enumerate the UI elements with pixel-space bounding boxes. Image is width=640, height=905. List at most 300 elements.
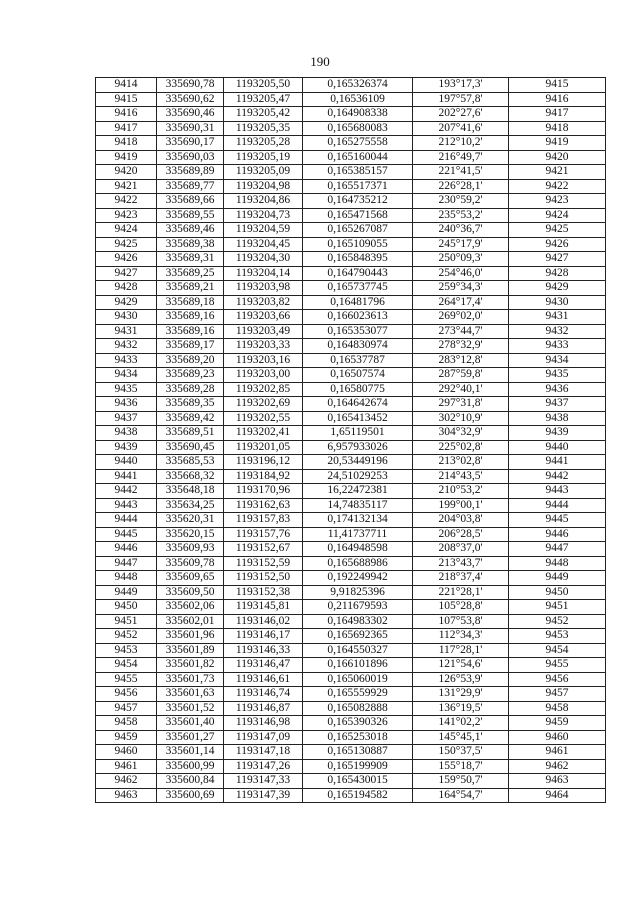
y-coordinate-cell: 1193152,50 [224, 571, 303, 586]
table-row [96, 730, 606, 745]
x-coordinate-cell: 335601,82 [157, 658, 224, 673]
bearing-cell: 245°17,9' [413, 237, 509, 252]
point-id-cell: 9427 [96, 266, 157, 281]
distance-cell: 0,174132134 [303, 513, 413, 528]
point-id-cell: 9448 [96, 571, 157, 586]
bearing-cell: 207°41,6' [413, 121, 509, 136]
table-row [96, 208, 606, 223]
next-point-cell: 9447 [509, 542, 606, 557]
distance-cell: 20,53449196 [303, 455, 413, 470]
table-row [96, 759, 606, 774]
table-row [96, 542, 606, 557]
point-id-cell: 9419 [96, 150, 157, 165]
x-coordinate-cell: 335689,35 [157, 397, 224, 412]
next-point-cell: 9440 [509, 440, 606, 455]
point-id-cell: 9422 [96, 194, 157, 209]
y-coordinate-cell: 1193152,38 [224, 585, 303, 600]
x-coordinate-cell: 335601,63 [157, 687, 224, 702]
bearing-cell: 254°46,0' [413, 266, 509, 281]
distance-cell: 0,164948598 [303, 542, 413, 557]
table-row [96, 774, 606, 789]
point-id-cell: 9463 [96, 788, 157, 803]
next-point-cell: 9418 [509, 121, 606, 136]
table-row [96, 687, 606, 702]
y-coordinate-cell: 1193162,63 [224, 498, 303, 513]
next-point-cell: 9459 [509, 716, 606, 731]
distance-cell: 0,165326374 [303, 78, 413, 93]
distance-cell: 0,165692365 [303, 629, 413, 644]
point-id-cell: 9453 [96, 643, 157, 658]
point-id-cell: 9443 [96, 498, 157, 513]
bearing-cell: 235°53,2' [413, 208, 509, 223]
y-coordinate-cell: 1193146,61 [224, 672, 303, 687]
next-point-cell: 9439 [509, 426, 606, 441]
distance-cell: 0,165267087 [303, 223, 413, 238]
y-coordinate-cell: 1193203,16 [224, 353, 303, 368]
table-row [96, 745, 606, 760]
x-coordinate-cell: 335689,18 [157, 295, 224, 310]
distance-cell: 0,165353077 [303, 324, 413, 339]
bearing-cell: 214°43,5' [413, 469, 509, 484]
x-coordinate-cell: 335689,16 [157, 310, 224, 325]
table-row [96, 440, 606, 455]
table-row [96, 179, 606, 194]
x-coordinate-cell: 335609,78 [157, 556, 224, 571]
distance-cell: 0,165060019 [303, 672, 413, 687]
table-row [96, 484, 606, 499]
distance-cell: 16,22472381 [303, 484, 413, 499]
table-row [96, 136, 606, 151]
bearing-cell: 126°53,9' [413, 672, 509, 687]
point-id-cell: 9418 [96, 136, 157, 151]
x-coordinate-cell: 335689,28 [157, 382, 224, 397]
next-point-cell: 9456 [509, 672, 606, 687]
table-row [96, 382, 606, 397]
y-coordinate-cell: 1193203,82 [224, 295, 303, 310]
x-coordinate-cell: 335689,66 [157, 194, 224, 209]
x-coordinate-cell: 335689,25 [157, 266, 224, 281]
next-point-cell: 9441 [509, 455, 606, 470]
bearing-cell: 259°34,3' [413, 281, 509, 296]
next-point-cell: 9416 [509, 92, 606, 107]
next-point-cell: 9451 [509, 600, 606, 615]
distance-cell: 0,165737745 [303, 281, 413, 296]
x-coordinate-cell: 335690,62 [157, 92, 224, 107]
y-coordinate-cell: 1193146,74 [224, 687, 303, 702]
bearing-cell: 208°37,0' [413, 542, 509, 557]
point-id-cell: 9457 [96, 701, 157, 716]
table-body [96, 78, 606, 803]
bearing-cell: 283°12,8' [413, 353, 509, 368]
bearing-cell: 107°53,8' [413, 614, 509, 629]
x-coordinate-cell: 335689,55 [157, 208, 224, 223]
distance-cell: 0,164830974 [303, 339, 413, 354]
x-coordinate-cell: 335668,32 [157, 469, 224, 484]
next-point-cell: 9425 [509, 223, 606, 238]
point-id-cell: 9445 [96, 527, 157, 542]
distance-cell: 0,165194582 [303, 788, 413, 803]
bearing-cell: 221°41,5' [413, 165, 509, 180]
point-id-cell: 9439 [96, 440, 157, 455]
table-row [96, 585, 606, 600]
y-coordinate-cell: 1193152,59 [224, 556, 303, 571]
distance-cell: 0,16481796 [303, 295, 413, 310]
distance-cell: 0,166101896 [303, 658, 413, 673]
y-coordinate-cell: 1193205,47 [224, 92, 303, 107]
y-coordinate-cell: 1193204,14 [224, 266, 303, 281]
x-coordinate-cell: 335600,84 [157, 774, 224, 789]
table-row [96, 368, 606, 383]
bearing-cell: 159°50,7' [413, 774, 509, 789]
table-row [96, 498, 606, 513]
point-id-cell: 9441 [96, 469, 157, 484]
next-point-cell: 9449 [509, 571, 606, 586]
bearing-cell: 112°34,3' [413, 629, 509, 644]
point-id-cell: 9444 [96, 513, 157, 528]
bearing-cell: 199°00,1' [413, 498, 509, 513]
distance-cell: 24,51029253 [303, 469, 413, 484]
table-row [96, 339, 606, 354]
point-id-cell: 9417 [96, 121, 157, 136]
y-coordinate-cell: 1193205,35 [224, 121, 303, 136]
y-coordinate-cell: 1193147,09 [224, 730, 303, 745]
x-coordinate-cell: 335609,50 [157, 585, 224, 600]
y-coordinate-cell: 1193205,50 [224, 78, 303, 93]
next-point-cell: 9431 [509, 310, 606, 325]
next-point-cell: 9420 [509, 150, 606, 165]
table-row [96, 324, 606, 339]
point-id-cell: 9447 [96, 556, 157, 571]
point-id-cell: 9433 [96, 353, 157, 368]
point-id-cell: 9426 [96, 252, 157, 267]
distance-cell: 0,165471568 [303, 208, 413, 223]
x-coordinate-cell: 335690,03 [157, 150, 224, 165]
next-point-cell: 9461 [509, 745, 606, 760]
distance-cell: 0,165130887 [303, 745, 413, 760]
x-coordinate-cell: 335690,45 [157, 440, 224, 455]
distance-cell: 0,164735212 [303, 194, 413, 209]
next-point-cell: 9435 [509, 368, 606, 383]
bearing-cell: 297°31,8' [413, 397, 509, 412]
point-id-cell: 9438 [96, 426, 157, 441]
bearing-cell: 213°43,7' [413, 556, 509, 571]
next-point-cell: 9415 [509, 78, 606, 93]
next-point-cell: 9422 [509, 179, 606, 194]
next-point-cell: 9432 [509, 324, 606, 339]
table-row [96, 150, 606, 165]
point-id-cell: 9440 [96, 455, 157, 470]
point-id-cell: 9431 [96, 324, 157, 339]
x-coordinate-cell: 335609,65 [157, 571, 224, 586]
x-coordinate-cell: 335689,17 [157, 339, 224, 354]
distance-cell: 0,165253018 [303, 730, 413, 745]
point-id-cell: 9430 [96, 310, 157, 325]
distance-cell: 0,166023613 [303, 310, 413, 325]
next-point-cell: 9460 [509, 730, 606, 745]
next-point-cell: 9436 [509, 382, 606, 397]
point-id-cell: 9432 [96, 339, 157, 354]
next-point-cell: 9419 [509, 136, 606, 151]
next-point-cell: 9428 [509, 266, 606, 281]
distance-cell: 0,16507574 [303, 368, 413, 383]
point-id-cell: 9421 [96, 179, 157, 194]
bearing-cell: 105°28,8' [413, 600, 509, 615]
table-row [96, 121, 606, 136]
y-coordinate-cell: 1193202,69 [224, 397, 303, 412]
y-coordinate-cell: 1193204,86 [224, 194, 303, 209]
bearing-cell: 212°10,2' [413, 136, 509, 151]
point-id-cell: 9437 [96, 411, 157, 426]
y-coordinate-cell: 1193170,96 [224, 484, 303, 499]
next-point-cell: 9424 [509, 208, 606, 223]
table-row [96, 411, 606, 426]
table-row [96, 78, 606, 93]
point-id-cell: 9446 [96, 542, 157, 557]
y-coordinate-cell: 1193146,98 [224, 716, 303, 731]
table-row [96, 788, 606, 803]
x-coordinate-cell: 335689,89 [157, 165, 224, 180]
y-coordinate-cell: 1193184,92 [224, 469, 303, 484]
x-coordinate-cell: 335690,78 [157, 78, 224, 93]
distance-cell: 0,165199909 [303, 759, 413, 774]
x-coordinate-cell: 335690,31 [157, 121, 224, 136]
distance-cell: 0,16537787 [303, 353, 413, 368]
table-row [96, 310, 606, 325]
bearing-cell: 226°28,1' [413, 179, 509, 194]
y-coordinate-cell: 1193205,09 [224, 165, 303, 180]
next-point-cell: 9430 [509, 295, 606, 310]
distance-cell: 0,165385157 [303, 165, 413, 180]
point-id-cell: 9454 [96, 658, 157, 673]
distance-cell: 0,16580775 [303, 382, 413, 397]
table-row [96, 571, 606, 586]
y-coordinate-cell: 1193204,45 [224, 237, 303, 252]
point-id-cell: 9450 [96, 600, 157, 615]
y-coordinate-cell: 1193146,87 [224, 701, 303, 716]
table-row [96, 643, 606, 658]
bearing-cell: 240°36,7' [413, 223, 509, 238]
x-coordinate-cell: 335601,40 [157, 716, 224, 731]
x-coordinate-cell: 335689,42 [157, 411, 224, 426]
x-coordinate-cell: 335689,38 [157, 237, 224, 252]
table-row [96, 600, 606, 615]
y-coordinate-cell: 1193147,26 [224, 759, 303, 774]
y-coordinate-cell: 1193201,05 [224, 440, 303, 455]
next-point-cell: 9448 [509, 556, 606, 571]
bearing-cell: 221°28,1' [413, 585, 509, 600]
table-row [96, 237, 606, 252]
x-coordinate-cell: 335690,46 [157, 107, 224, 122]
x-coordinate-cell: 335634,25 [157, 498, 224, 513]
y-coordinate-cell: 1193145,81 [224, 600, 303, 615]
table-row [96, 397, 606, 412]
table-row [96, 658, 606, 673]
bearing-cell: 150°37,5' [413, 745, 509, 760]
y-coordinate-cell: 1193157,83 [224, 513, 303, 528]
bearing-cell: 121°54,6' [413, 658, 509, 673]
bearing-cell: 210°53,2' [413, 484, 509, 499]
y-coordinate-cell: 1193205,42 [224, 107, 303, 122]
distance-cell: 0,165109055 [303, 237, 413, 252]
y-coordinate-cell: 1193146,47 [224, 658, 303, 673]
table-row [96, 223, 606, 238]
table-row [96, 353, 606, 368]
y-coordinate-cell: 1193204,98 [224, 179, 303, 194]
x-coordinate-cell: 335601,52 [157, 701, 224, 716]
x-coordinate-cell: 335601,96 [157, 629, 224, 644]
point-id-cell: 9455 [96, 672, 157, 687]
distance-cell: 0,165275558 [303, 136, 413, 151]
table-row [96, 701, 606, 716]
x-coordinate-cell: 335689,46 [157, 223, 224, 238]
bearing-cell: 136°19,5' [413, 701, 509, 716]
distance-cell: 9,91825396 [303, 585, 413, 600]
table-row [96, 107, 606, 122]
y-coordinate-cell: 1193205,19 [224, 150, 303, 165]
distance-cell: 0,16536109 [303, 92, 413, 107]
next-point-cell: 9444 [509, 498, 606, 513]
bearing-cell: 131°29,9' [413, 687, 509, 702]
y-coordinate-cell: 1193203,49 [224, 324, 303, 339]
x-coordinate-cell: 335689,31 [157, 252, 224, 267]
next-point-cell: 9445 [509, 513, 606, 528]
x-coordinate-cell: 335601,14 [157, 745, 224, 760]
point-id-cell: 9420 [96, 165, 157, 180]
table-row [96, 295, 606, 310]
next-point-cell: 9463 [509, 774, 606, 789]
table-row [96, 614, 606, 629]
point-id-cell: 9423 [96, 208, 157, 223]
point-id-cell: 9462 [96, 774, 157, 789]
y-coordinate-cell: 1193146,17 [224, 629, 303, 644]
next-point-cell: 9443 [509, 484, 606, 499]
point-id-cell: 9424 [96, 223, 157, 238]
next-point-cell: 9452 [509, 614, 606, 629]
bearing-cell: 287°59,8' [413, 368, 509, 383]
point-id-cell: 9425 [96, 237, 157, 252]
distance-cell: 14,74835117 [303, 498, 413, 513]
next-point-cell: 9446 [509, 527, 606, 542]
x-coordinate-cell: 335689,51 [157, 426, 224, 441]
x-coordinate-cell: 335689,20 [157, 353, 224, 368]
bearing-cell: 269°02,0' [413, 310, 509, 325]
next-point-cell: 9455 [509, 658, 606, 673]
x-coordinate-cell: 335689,16 [157, 324, 224, 339]
x-coordinate-cell: 335685,53 [157, 455, 224, 470]
table-row [96, 629, 606, 644]
x-coordinate-cell: 335648,18 [157, 484, 224, 499]
next-point-cell: 9458 [509, 701, 606, 716]
table-row [96, 556, 606, 571]
bearing-cell: 164°54,7' [413, 788, 509, 803]
next-point-cell: 9426 [509, 237, 606, 252]
next-point-cell: 9417 [509, 107, 606, 122]
y-coordinate-cell: 1193147,33 [224, 774, 303, 789]
distance-cell: 0,165680083 [303, 121, 413, 136]
bearing-cell: 264°17,4' [413, 295, 509, 310]
next-point-cell: 9450 [509, 585, 606, 600]
next-point-cell: 9453 [509, 629, 606, 644]
bearing-cell: 230°59,2' [413, 194, 509, 209]
x-coordinate-cell: 335620,15 [157, 527, 224, 542]
x-coordinate-cell: 335620,31 [157, 513, 224, 528]
y-coordinate-cell: 1193146,02 [224, 614, 303, 629]
point-id-cell: 9428 [96, 281, 157, 296]
distance-cell: 0,165688986 [303, 556, 413, 571]
y-coordinate-cell: 1193203,33 [224, 339, 303, 354]
x-coordinate-cell: 335601,27 [157, 730, 224, 745]
y-coordinate-cell: 1193205,28 [224, 136, 303, 151]
table-row [96, 716, 606, 731]
table-row [96, 165, 606, 180]
bearing-cell: 302°10,9' [413, 411, 509, 426]
x-coordinate-cell: 335600,69 [157, 788, 224, 803]
y-coordinate-cell: 1193203,98 [224, 281, 303, 296]
y-coordinate-cell: 1193203,00 [224, 368, 303, 383]
bearing-cell: 250°09,3' [413, 252, 509, 267]
table-row [96, 252, 606, 267]
y-coordinate-cell: 1193147,39 [224, 788, 303, 803]
point-id-cell: 9456 [96, 687, 157, 702]
next-point-cell: 9437 [509, 397, 606, 412]
point-id-cell: 9435 [96, 382, 157, 397]
point-id-cell: 9458 [96, 716, 157, 731]
x-coordinate-cell: 335600,99 [157, 759, 224, 774]
point-id-cell: 9461 [96, 759, 157, 774]
bearing-cell: 141°02,2' [413, 716, 509, 731]
next-point-cell: 9457 [509, 687, 606, 702]
next-point-cell: 9427 [509, 252, 606, 267]
table-row [96, 455, 606, 470]
table-row [96, 281, 606, 296]
distance-cell: 0,165160044 [303, 150, 413, 165]
bearing-cell: 304°32,9' [413, 426, 509, 441]
point-id-cell: 9451 [96, 614, 157, 629]
table-row [96, 672, 606, 687]
y-coordinate-cell: 1193157,76 [224, 527, 303, 542]
distance-cell: 0,165390326 [303, 716, 413, 731]
point-id-cell: 9459 [96, 730, 157, 745]
distance-cell: 0,165413452 [303, 411, 413, 426]
y-coordinate-cell: 1193146,33 [224, 643, 303, 658]
table-row [96, 194, 606, 209]
distance-cell: 0,164908338 [303, 107, 413, 122]
table-row [96, 527, 606, 542]
y-coordinate-cell: 1193152,67 [224, 542, 303, 557]
point-id-cell: 9436 [96, 397, 157, 412]
coordinates-table [95, 77, 606, 803]
distance-cell: 0,165559929 [303, 687, 413, 702]
bearing-cell: 218°37,4' [413, 571, 509, 586]
table-row [96, 92, 606, 107]
next-point-cell: 9423 [509, 194, 606, 209]
point-id-cell: 9460 [96, 745, 157, 760]
table-row [96, 513, 606, 528]
x-coordinate-cell: 335689,21 [157, 281, 224, 296]
y-coordinate-cell: 1193202,41 [224, 426, 303, 441]
y-coordinate-cell: 1193204,30 [224, 252, 303, 267]
table-row [96, 426, 606, 441]
distance-cell: 0,165430015 [303, 774, 413, 789]
y-coordinate-cell: 1193147,18 [224, 745, 303, 760]
distance-cell: 0,211679593 [303, 600, 413, 615]
next-point-cell: 9429 [509, 281, 606, 296]
bearing-cell: 213°02,8' [413, 455, 509, 470]
bearing-cell: 197°57,8' [413, 92, 509, 107]
next-point-cell: 9442 [509, 469, 606, 484]
x-coordinate-cell: 335609,93 [157, 542, 224, 557]
x-coordinate-cell: 335601,73 [157, 672, 224, 687]
